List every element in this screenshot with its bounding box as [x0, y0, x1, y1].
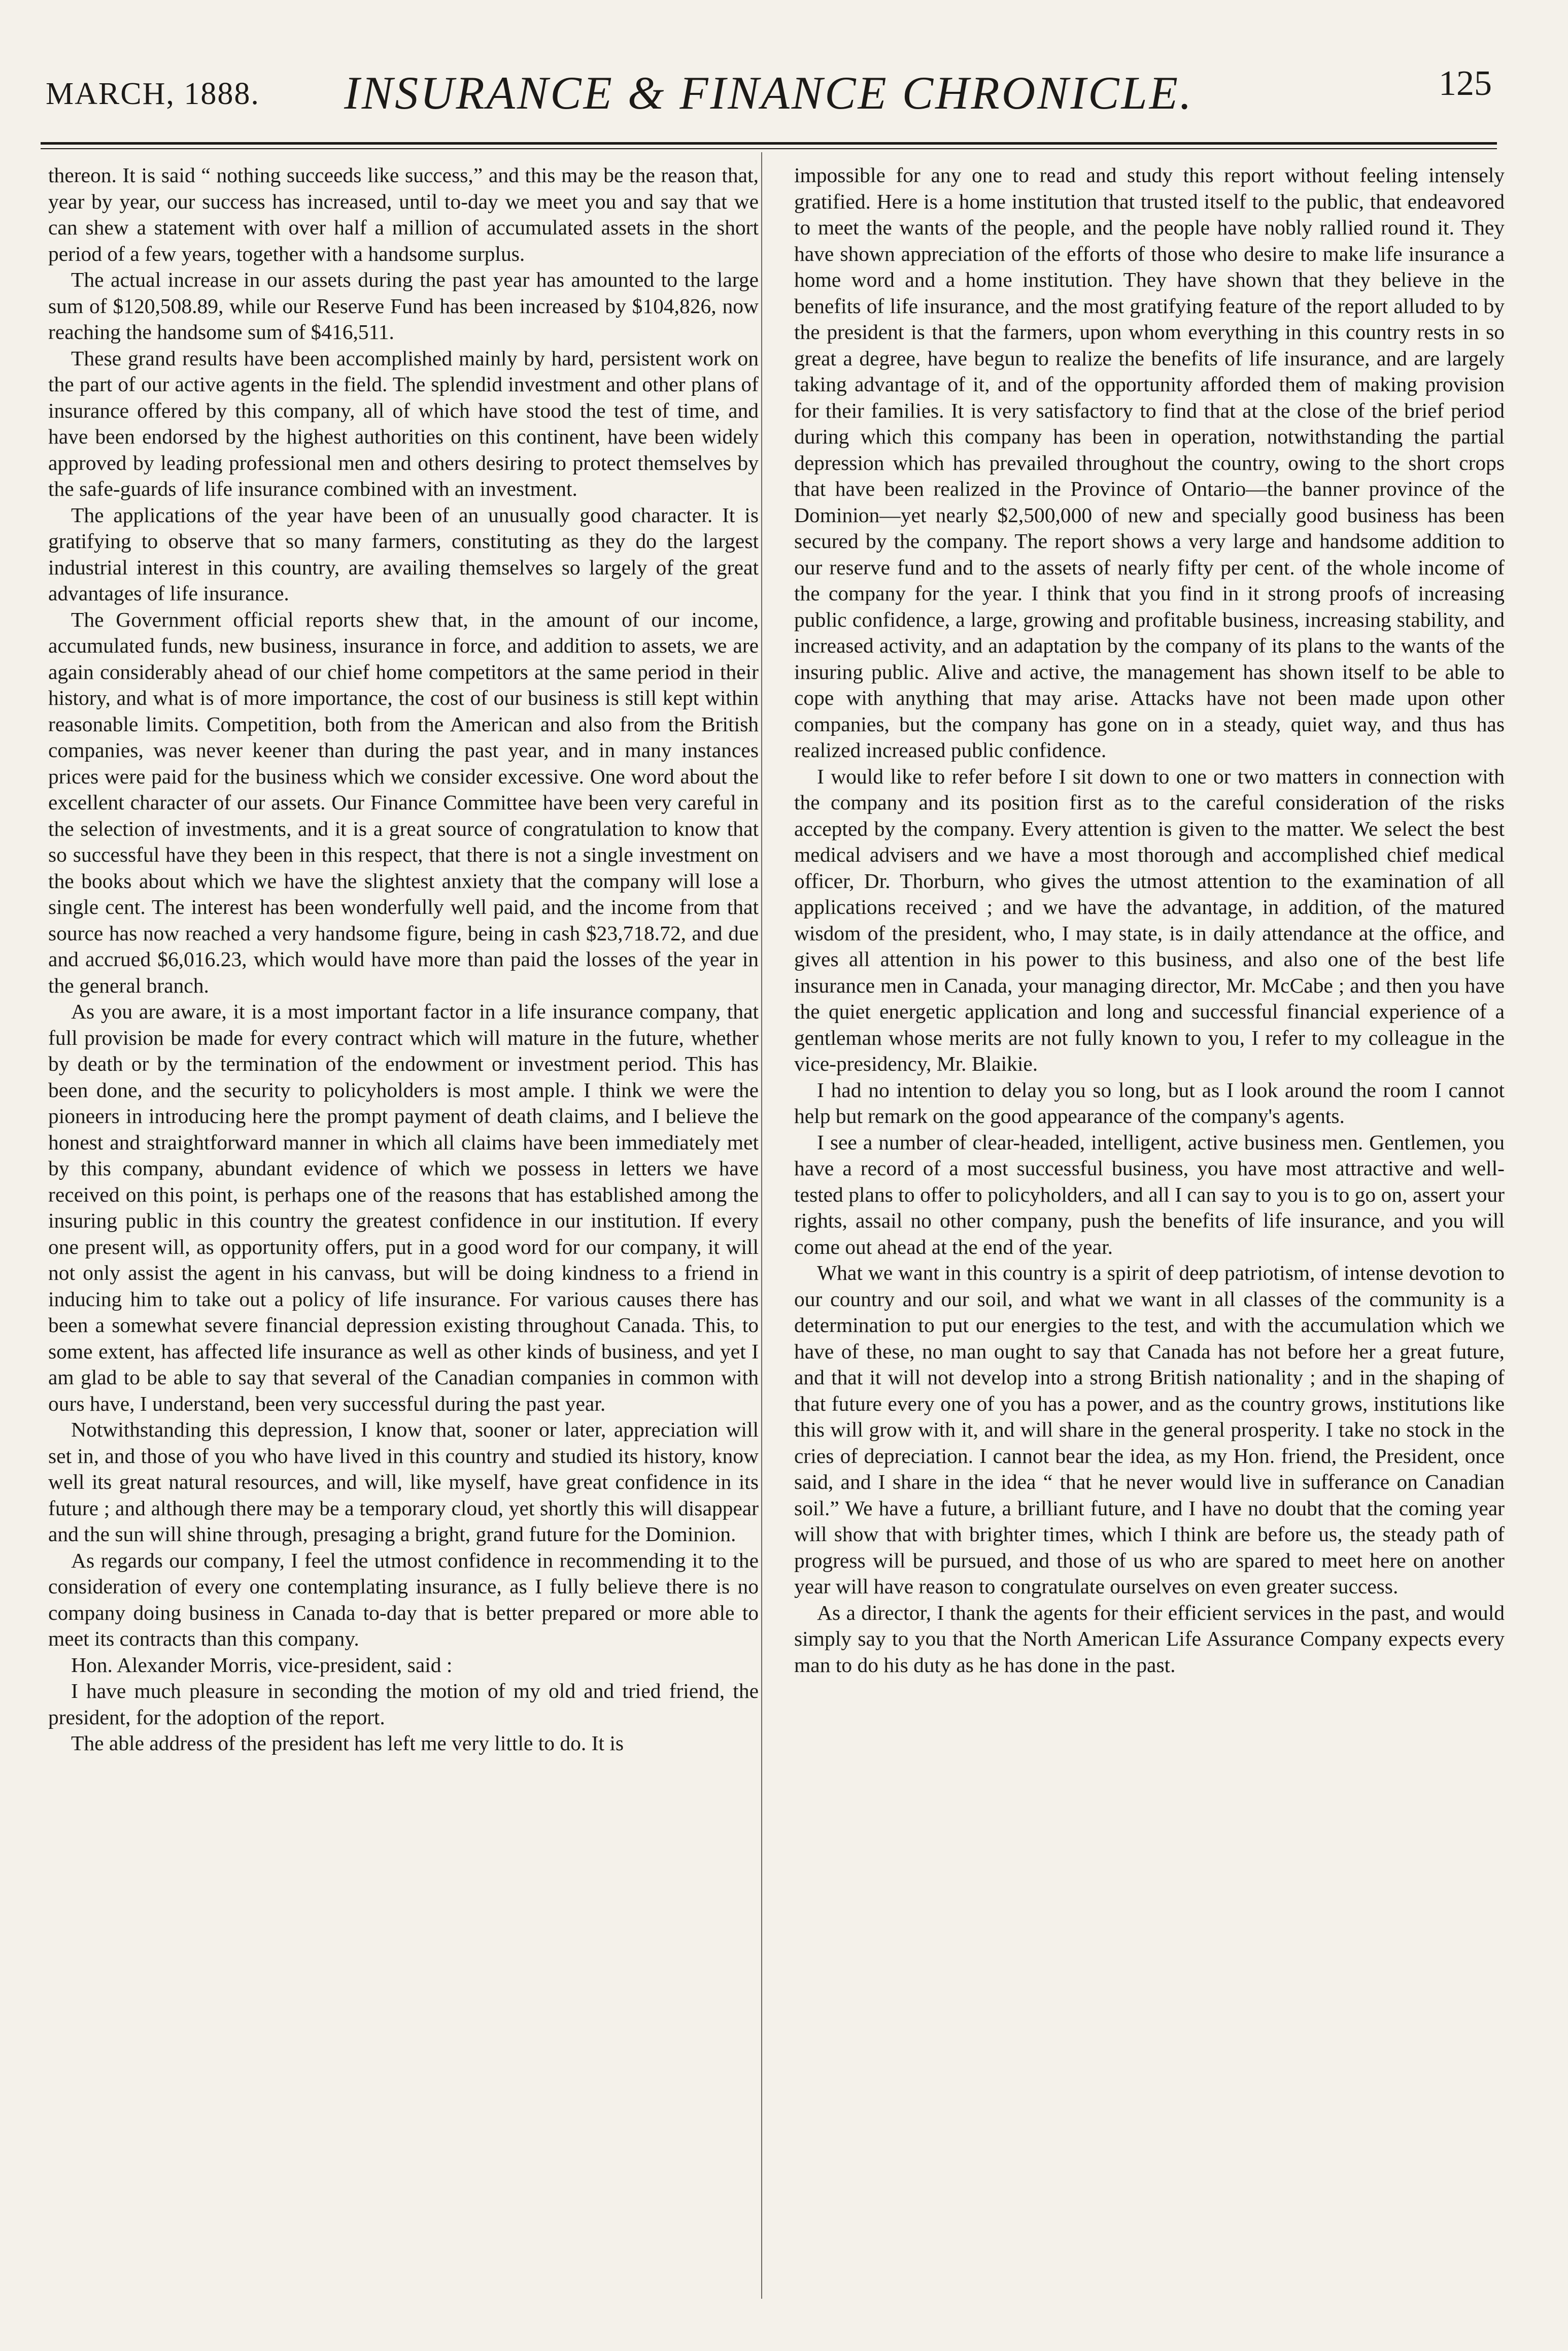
publication-title: INSURANCE & FINANCE CHRONICLE.	[344, 67, 1194, 119]
speaker-line: Hon. Alexander Morris, vice-president, said :	[71, 1653, 453, 1677]
paragraph: I had no intention to delay you so long, but as I look around the room I cannot help but remark on the good appearance of the company's agents.	[794, 1078, 1505, 1128]
paragraph: These grand results have been accomplished mainly by hard, persistent work on the part of our active agents in the field. The splendid investment and other plans of insurance offered by this company, all of which have stood the test of time, and have been endorsed by the highest authorities on this continent, have been widely approved by leading professional men and others desiring to protect themselves by the safe-guards of life insurance combined with an investment.	[48, 346, 759, 500]
right-column	[794, 162, 1505, 1678]
paragraph: The able address of the president has left me very little to do. It is	[71, 1731, 624, 1755]
paragraph: The Government official reports shew that, in the amount of our income, accumulated funds, new business, insurance in force, and addition to assets, we are again considerably ahead of our chief home competitors at the same period in their history, and what is of more importance, the cost of our business is still kept within reasonable limits. Competition, both from the American and also from the British companies, was never keener than during the past year, and in many instances prices were paid for the business which we consider excessive. One word about the excellent character of our assets. Our Finance Committee have been very careful in the selection of investments, and it is a great source of congratulation to know that so successful have they been in this respect, that there is not a single investment on the books about which we have the slightest anxiety that the company will lose a single cent. The interest has been wonderfully well paid, and the income from that source has now reached a very handsome figure, being in cash $23,718.72, and due and accrued $6,016.23, which would have more than paid the losses of the year in the general branch.	[48, 607, 759, 997]
left-column	[48, 162, 759, 1757]
paragraph: As regards our company, I feel the utmost confidence in recommending it to the consideration of every one contemplating insurance, as I fully believe there is no company doing business in Canada to-day that is better prepared or more able to meet its contracts than this company.	[48, 1548, 759, 1650]
paragraph: I see a number of clear-headed, intelligent, active business men. Gentlemen, you have a record of a most successful business, you have most attractive and well-tested plans to offer to policyholders, and all I can say to you is to go on, assert your rights, assail no other company, push the benefits of life insurance, and you will come out ahead at the end of the year.	[794, 1130, 1505, 1258]
header-rule-thin	[41, 148, 1497, 149]
paragraph: As you are aware, it is a most important factor in a life insurance company, that full provision be made for every contract which will mature in the future, whether by death or by the termination of the endowment or investment period. This has been done, and the security to policyholders is most ample. I think we were the pioneers in introducing here the prompt payment of death claims, and I believe the honest and straightforward manner in which all claims have been immediately met by this company, abundant evidence of which we possess in letters we have received on this point, is perhaps one of the reasons that has established among the insuring public in this country the greatest confidence in our institution. If every one present will, as opportunity offers, put in a good word for our company, it will not only assist the agent in his canvass, but will be doing kindness to a friend in inducing him to take out a policy of life insurance. For various causes there has been a somewhat severe financial depression existing throughout Canada. This, to some extent, has affected life insurance as well as other kinds of business, and yet I am glad to be able to say that several of the Canadian companies in common with ours have, I understand, been very successful during the past year.	[48, 1000, 759, 1415]
page-number: 125	[1439, 64, 1492, 103]
paragraph: Notwithstanding this depression, I know that, sooner or later, appreciation will set in, and those of you who have lived in this country and studied its history, know well its great natural resources, and will, like myself, have great confidence in its future ; and although there may be a temporary cloud, yet shortly this will disappear and the sun will shine through, presaging a bright, grand future for the Dominion.	[48, 1418, 759, 1546]
paragraph: The actual increase in our assets during the past year has amounted to the large sum of $120,508.89, while our Reserve Fund has been increased by $104,826, now reaching the handsome sum of $416,511.	[48, 268, 759, 344]
paragraph: The applications of the year have been of an unusually good character. It is gratifying to observe that so many farmers, constituting as they do the largest industrial interest in this country, are availing themselves so largely of the great advantages of life insurance.	[48, 503, 759, 605]
paragraph: What we want in this country is a spirit of deep patriotism, of intense devotion to our country and our soil, and what we want in all classes of the community is a determination to put our energies to the test, and with the accumulation which we have of these, no man ought to say that Canada has not before her a great future, and that it will not develop into a strong British nationality ; and in the shaping of that future every one of you has a power, and as the country grows, institutions like this will grow with it, and will share in the general prosperity. I take no stock in the cries of depreciation. I cannot bear the idea, as my Hon. friend, the President, once said, and I share in the idea “ that he never would live in sufferance on Canadian soil.” We have a future, a brilliant future, and I have no doubt that the coming year will show that with brighter times, which I think are before us, the steady path of progress will be pursued, and those of us who are spared to meet here on another year will have reason to congratulate ourselves on even greater success.	[794, 1261, 1505, 1598]
page-header	[46, 61, 1492, 137]
paragraph: I have much pleasure in seconding the motion of my old and tried friend, the president, for the adoption of the report.	[48, 1679, 759, 1729]
paragraph: I would like to refer before I sit down to one or two matters in connection with the company and its position first as to the careful consideration of the risks accepted by the company. Every attention is given to the matter. We select the best medical advisers and we have a most thorough and accomplished chief medical officer, Dr. Thorburn, who gives the utmost attention to the examination of all applications received ; and we have the advantage, in addition, of the matured wisdom of the president, who, I may state, is in daily attendance at the office, and gives all attention in his power to this business, and also one of the best life insurance men in Canada, your managing director, Mr. McCabe ; and then you have the quiet energetic application and long and successful financial experience of a gentleman whose merits are not fully known to you, I refer to my colleague in the vice-presidency, Mr. Blaikie.	[794, 764, 1505, 1075]
paragraph: As a director, I thank the agents for their efficient services in the past, and would simply say to you that the North American Life Assurance Company expects every man to do his duty as he has done in the past.	[794, 1600, 1505, 1677]
header-rule	[41, 142, 1497, 145]
issue-date: MARCH, 1888.	[46, 77, 260, 111]
paragraph: impossible for any one to read and study this report without feeling intensely gratified. Here is a home institution that trusted itself to the public, that endeavored to meet the wants of the people, and the people have nobly rallied round it. They have shown appreciation of the efforts of those who desire to make life insurance a home word and a home institution. They have shown that they believe in the benefits of life insurance, and the most gratifying feature of the report alluded to by the president is that the farmers, upon whom everything in this country rests in so great a degree, have begun to realize the benefits of life insurance, and are largely taking advantage of it, and of the opportunity afforded them of making provision for their families. It is very satisfactory to find that at the close of the brief period during which this company has been in operation, notwithstanding the partial depression which has prevailed throughout the country, owing to the short crops that have been realized in the Province of Ontario—the banner province of the Dominion—yet nearly $2,500,000 of new and specially good business has been secured by the company. The report shows a very large and handsome addition to our reserve fund and to the assets of nearly fifty per cent. of the whole income of the company for the year. I think that you find in it strong proofs of increasing public confidence, a large, growing and profitable business, increasing stability, and increased activity, and an adaptation by the company of its plans to the wants of the insuring public. Alive and active, the management has shown itself to be able to cope with anything that may arise. Attacks have not been made upon other companies, but the company has gone on in a steady, quiet way, and thus has realized increased public confidence.	[794, 163, 1505, 762]
column-divider	[761, 152, 762, 2299]
paragraph: thereon. It is said “ nothing succeeds like success,” and this may be the reason that, year by year, our success has increased, until to-day we meet you and say that we can shew a statement with over half a million of accumulated assets in the short period of a few years, together with a handsome surplus.	[48, 163, 759, 265]
